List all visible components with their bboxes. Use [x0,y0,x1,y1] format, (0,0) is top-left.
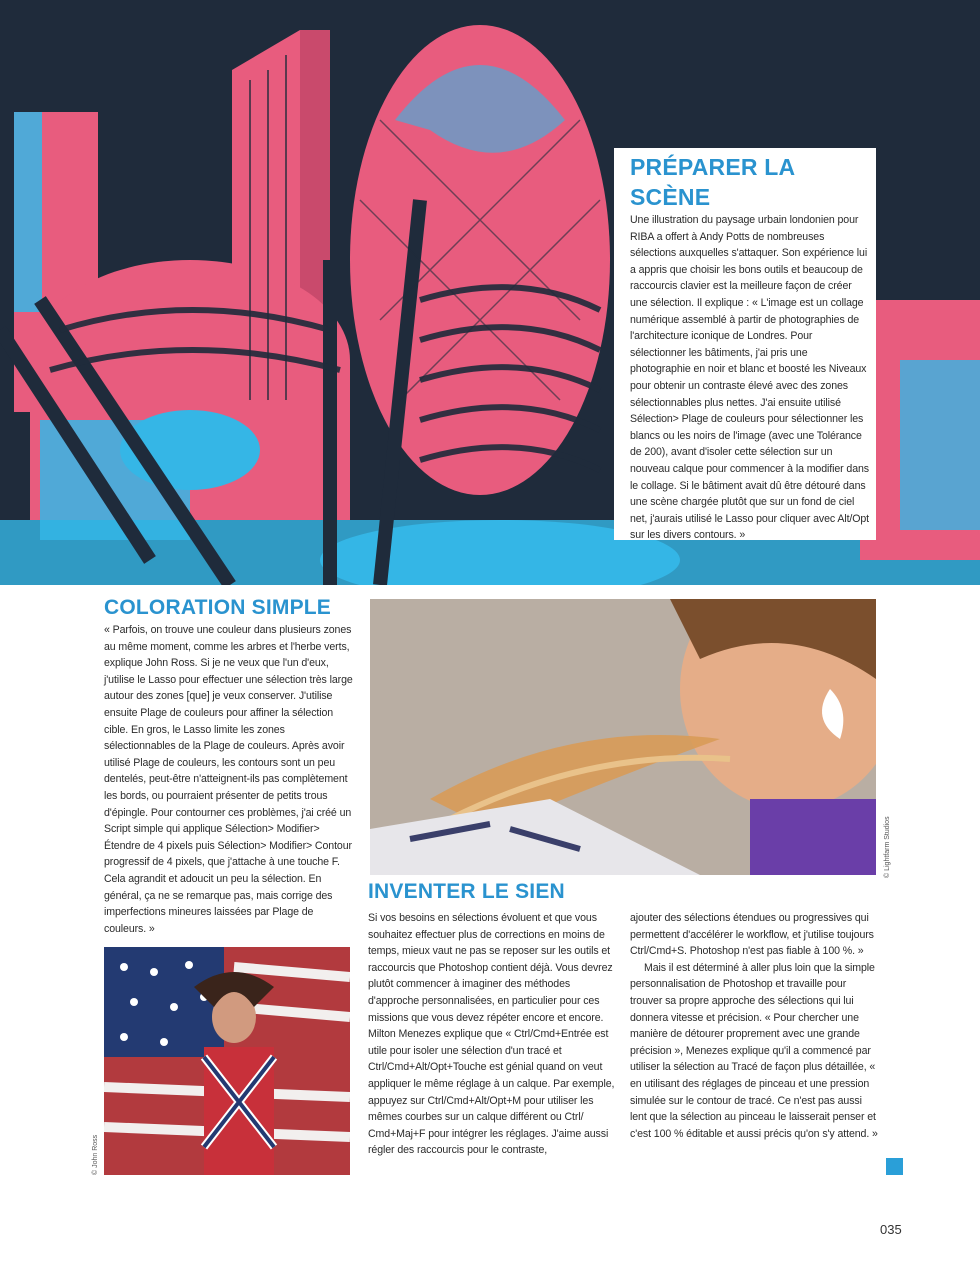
inventer-col2-p1: ajouter des sélections étendues ou progressives qui permettent d'accélérer le workflow, et j'utilise toujours Ctrl/Cmd+S. Photoshop n'est pas fiable à 100 %. » [630,912,874,958]
inventer-heading: INVENTER LE SIEN [368,880,565,903]
page-number: 035 [880,1222,902,1237]
scene-sidebar [614,148,876,540]
scene-heading: PRÉPARER LA SCÈNE [630,154,795,210]
flag-woman-image [104,947,350,1175]
photo-credit-girl: © Lightfarm Studios [884,816,891,878]
photo-credit-flag: © John Ross [92,1134,99,1175]
coloration-heading: COLORATION SIMPLE [104,596,332,619]
laughing-woman-image [370,599,876,875]
inventer-col1-body: Si vos besoins en sélections évoluent et que vous souhaitez effectuer plus de corrections en moins de temps, mieux vaut ne pas se reposer sur les outils et raccourcis que Photoshop contient déjà. Vous devrez plutôt commencer à imaginer des méthodes d'approche personnalisées, en particulier pour ces missions que vous devez répéter encore et encore. Milton Menezes explique que « Ctrl/Cmd+Entrée est utile pour isoler une sélection d'un tracé et Ctrl/Cmd+Alt/Opt+Touche est génial quand on veut appliquer le même réglage à un calque. Par exemple, appuyez sur Ctrl/Cmd+Alt/Opt+M pour utiliser les mêmes courbes sur un calque différent ou Ctrl/ Cmd+Maj+F pour intégrer les réglages. J'aime aussi régler des raccourcis pour le contraste, [368,912,615,1157]
coloration-section [104,594,354,937]
inventer-column-2 [630,910,878,1142]
end-of-article-square [886,1158,903,1175]
inventer-col2-p2: Mais il est déterminé à aller plus loin que la simple personnalisation de Photoshop et travaille pour trouver sa propre approche des sélections qui lui donnera vitesse et précision. « Pour chercher une manière de détourer proprement avec une grande précision », Menezes explique qu'il a commencé par utiliser la sélection au Tracé de façon plus détaillée, « en utilisant des réglages de pinceau et une pression simulée sur le contour de tracé. Ce n'est pas aussi lent que la sélection au pinceau le laisserait penser et c'est 100 % éditable et aussi précis qu'on s'y attend. » [630,961,878,1140]
photo-flag-woman [104,947,350,1175]
scene-body: Une illustration du paysage urbain londonien pour RIBA a offert à Andy Potts de nombreuses sélections auxquelles s'attaquer. Son expérience lui a appris que choisir les bons outils et beaucoup de raccourcis clavier est la meilleure façon de créer une sélection. Il explique : « L'image est un collage numérique assemblé à partir de photographies de l'architecture iconique de Londres. Pour sélectionner les bâtiments, j'ai pris une photographie en noir et blanc et boosté les Niveaux pour obtenir un contraste élevé avec des zones sélectionnables plus nettes. J'ai ensuite utilisé Sélection> Plage de couleurs pour sélectionner les blancs ou les noirs de l'image (avec une Tolérance de 200), avant d'isoler cette sélection sur un nouveau calque pour commencer à la modifier dans le collage. Si le bâtiment avait dû être détouré dans une scène chargée plutôt que sur un fond de ciel net, j'aurais utilisé le Lasso pour cliquer avec Alt/Opt sur les divers contours. » [630,214,870,542]
photo-laughing-woman [370,599,876,875]
inventer-column-1 [368,910,620,1159]
coloration-body: « Parfois, on trouve une couleur dans plusieurs zones au même moment, comme les arbres et l'herbe verts, explique John Ross. Si je ne veux que l'un d'eux, j'utilise le Lasso pour effectuer une sélection très large autour des zones [que] je veux conserver. J'utilise ensuite Plage de couleurs pour affiner la sélection cible. En gros, le Lasso limite les zones sélectionnables de la Plage de couleurs. Après avoir utilisé Plage de couleurs, les contours sont un peu dentelés, peut-être n'atteignent-ils pas complètement les bords, ou pourraient présenter de petits trous d'épingle. Pour contourner ces problèmes, j'ai créé un Script simple qui applique Sélection> Modifier> Étendre de 4 pixels puis Sélection> Modifier> Contour progressif de 4 pixels, que j'attache à une touche F. Cela agrandit et adoucit un peu la sélection. En général, ça ne se remarque pas, mais corrige des imperfections mineures laissées par Plage de couleurs. » [104,624,353,935]
